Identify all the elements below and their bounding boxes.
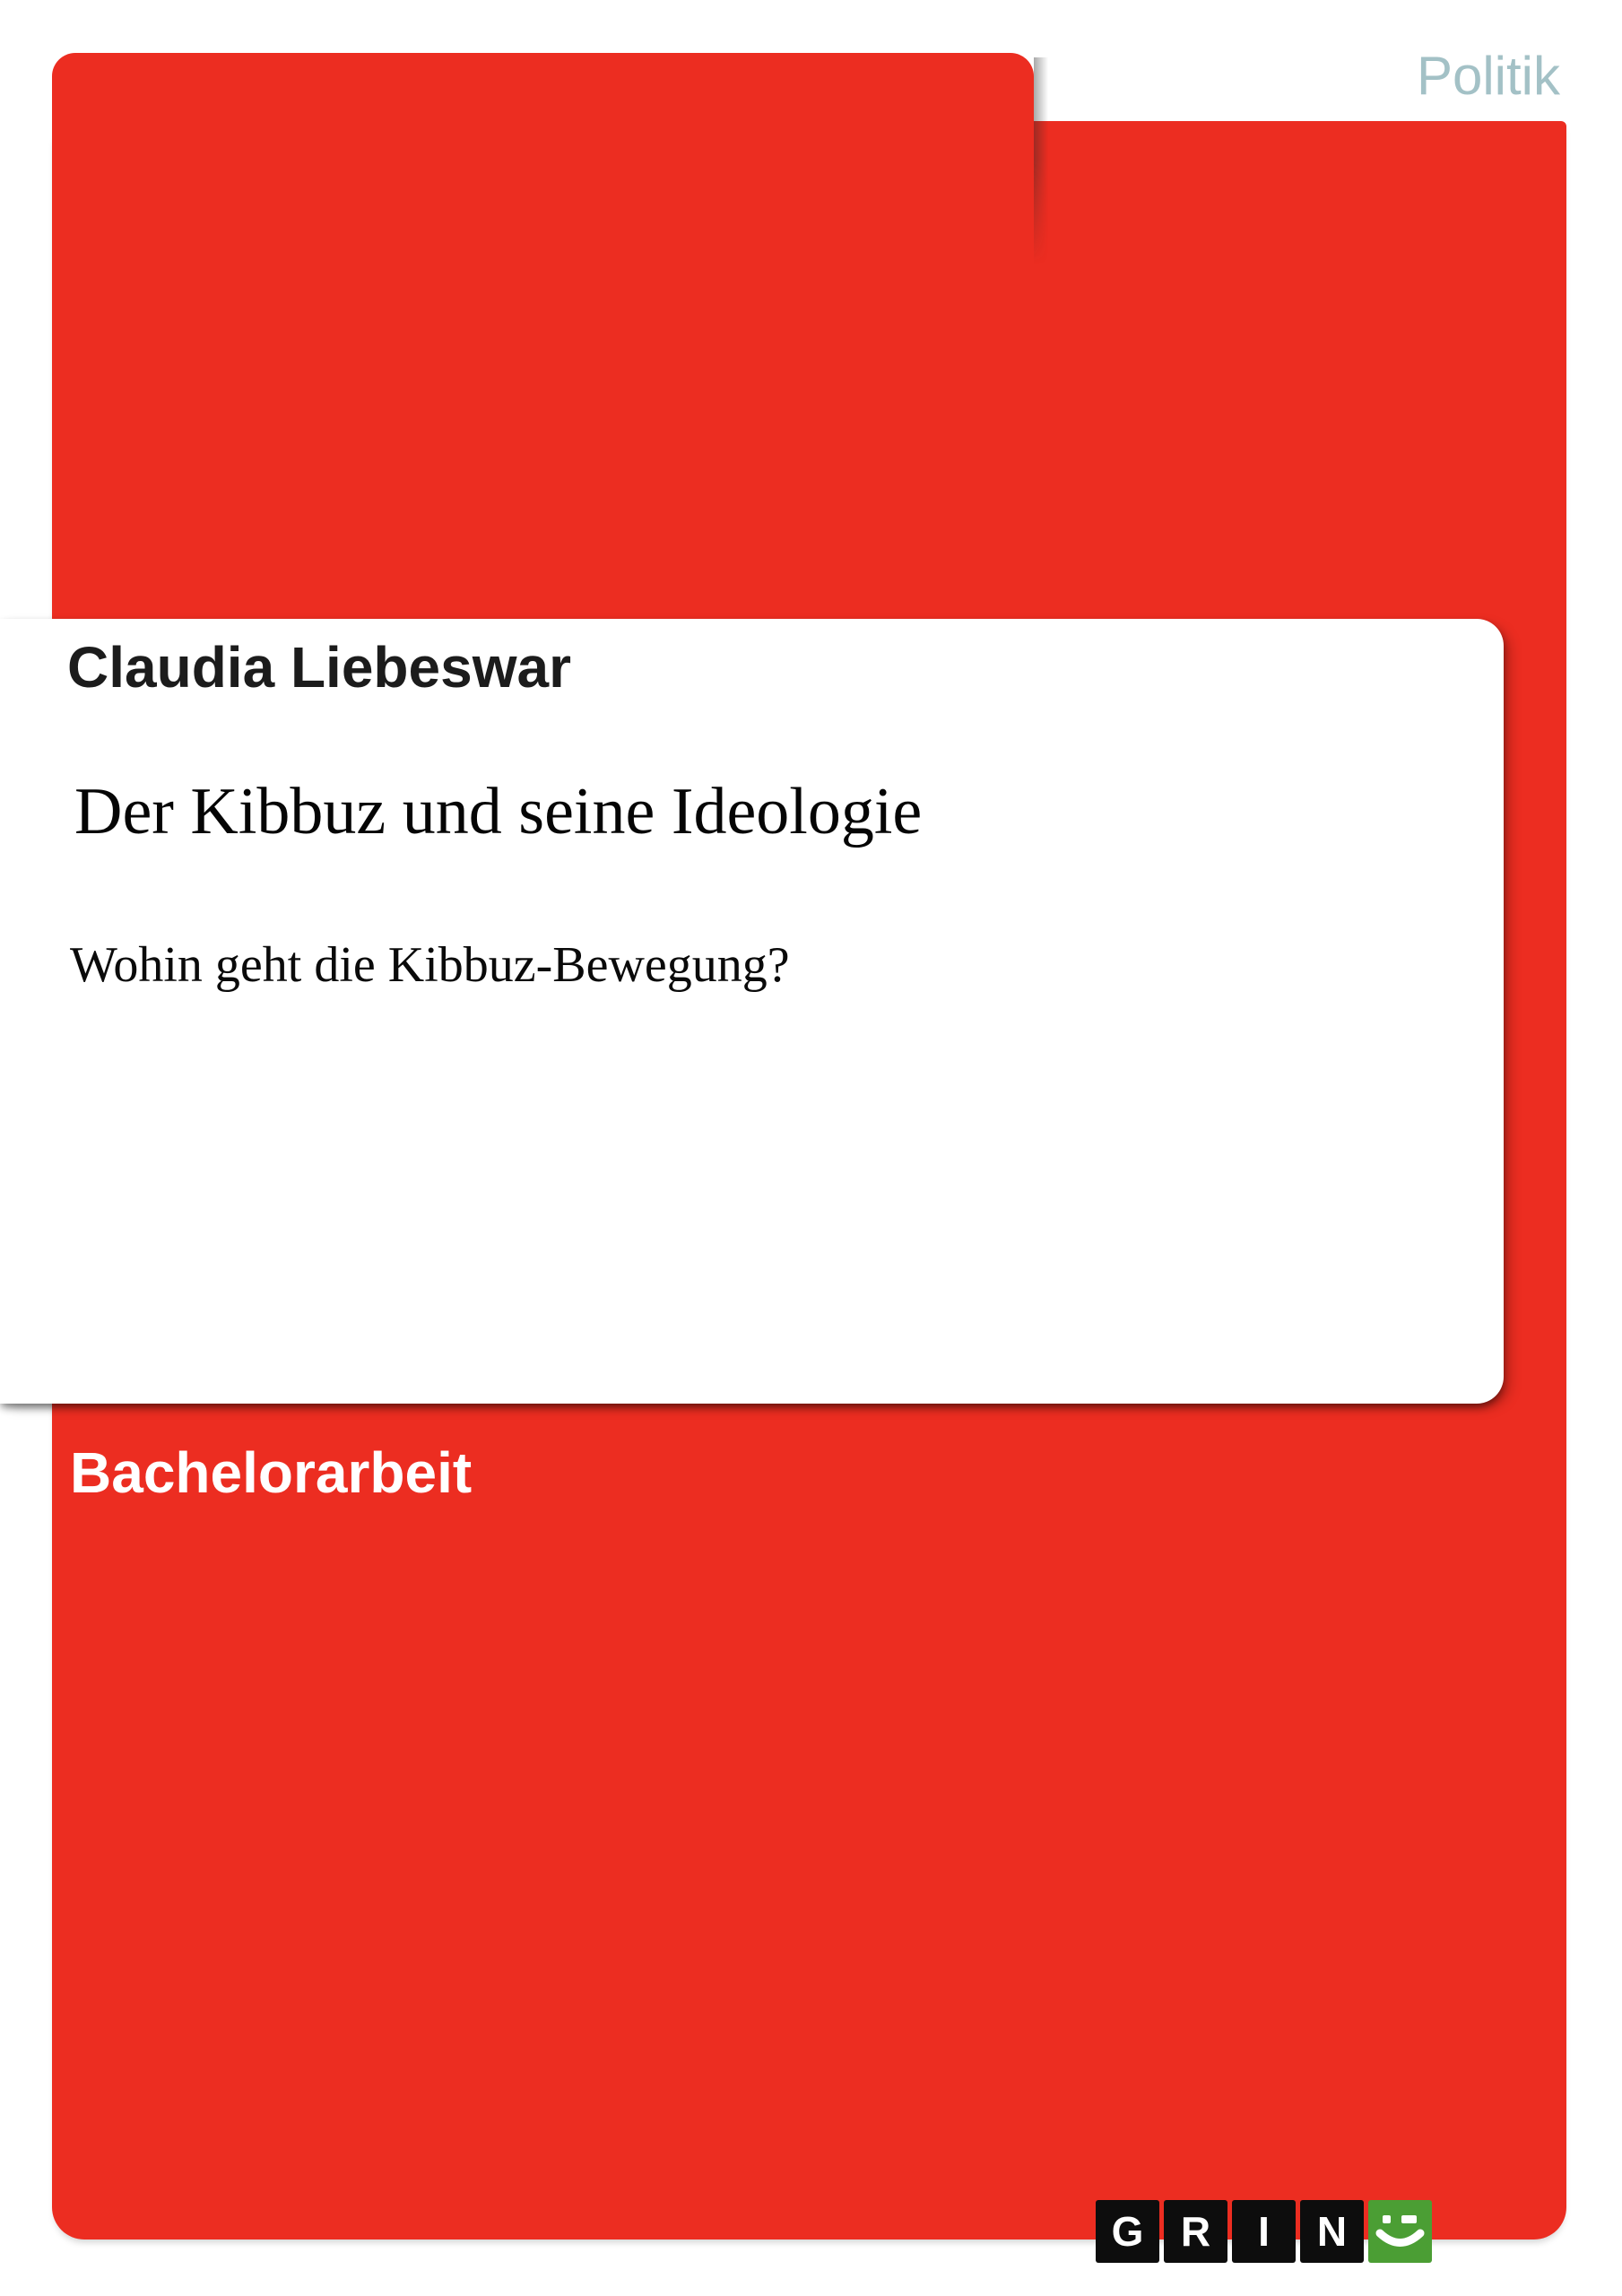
author-name: Claudia Liebeswar: [67, 635, 571, 700]
logo-letter-tile: [1096, 2200, 1159, 2263]
cover-red-tab: [52, 53, 1034, 376]
document-type-label: Bachelorarbeit: [70, 1440, 473, 1505]
tab-edge-shadow: [1034, 57, 1048, 264]
logo-letter-tile: [1164, 2200, 1227, 2263]
book-title: Der Kibbuz und seine Ideologie: [74, 775, 923, 848]
logo-letter: I: [1258, 2208, 1270, 2255]
logo-letter-tile: [1232, 2200, 1296, 2263]
grin-logo: [1096, 2200, 1432, 2263]
logo-letter: N: [1316, 2208, 1348, 2255]
logo-letter-tile: [1300, 2200, 1364, 2263]
category-label: Politik: [1416, 46, 1560, 106]
title-panel: [0, 619, 1504, 1404]
logo-letter: R: [1180, 2208, 1211, 2255]
book-subtitle: Wohin geht die Kibbuz-Bewegung?: [70, 937, 790, 993]
smiley-icon: [1368, 2200, 1432, 2263]
logo-letter: G: [1111, 2208, 1144, 2255]
